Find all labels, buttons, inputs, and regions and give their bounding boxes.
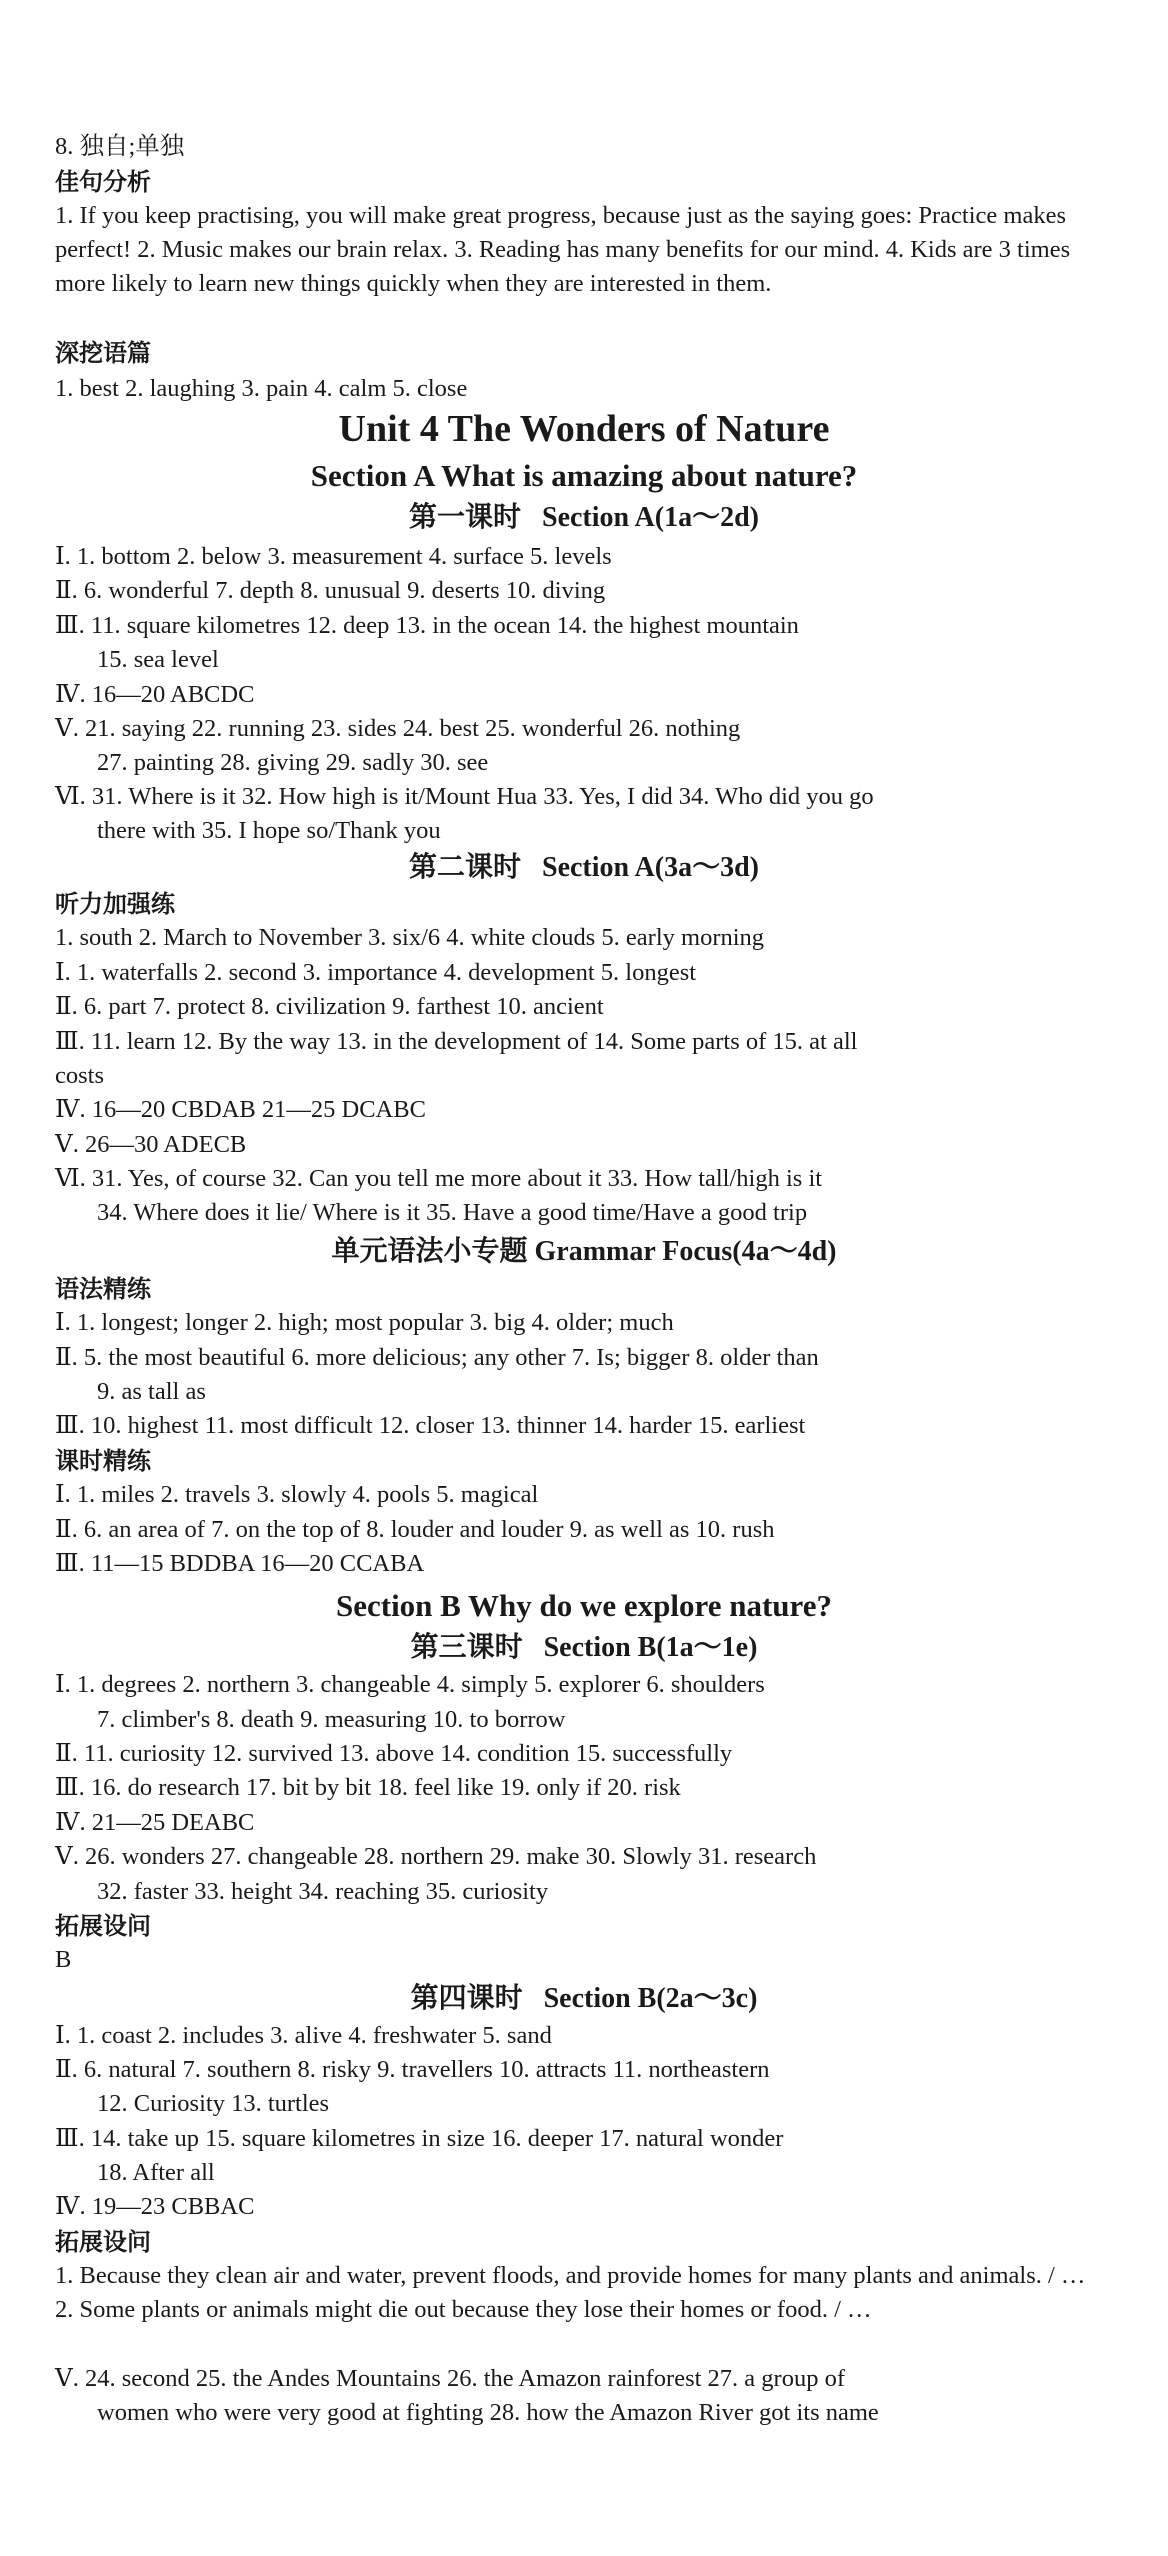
answer-line: 15. sea level [97,646,219,673]
lesson-title [0,848,1168,887]
section-heading: 佳句分析 [55,168,151,196]
lesson-title-en: Section A(3a～3d) [542,852,760,883]
section-heading: 语法精练 [55,1275,151,1303]
answer-line: there with 35. I hope so/Thank you [97,817,441,844]
lesson-title-en: Section A(1a～2d) [542,502,760,533]
answer-line: Ⅴ. 24. second 25. the Andes Mountains 26. the Amazon rainforest 27. a group of [55,2365,845,2392]
answer-line: Ⅳ. 21—25 DEABC [55,1809,255,1836]
answer-line: Ⅱ. 6. an area of 7. on the top of 8. louder and louder 9. as well as 10. rush [55,1516,775,1543]
answer-line: 34. Where does it lie/ Where is it 35. Have a good time/Have a good trip [97,1199,808,1226]
answer-line: Ⅱ. 11. curiosity 12. survived 13. above 14. condition 15. successfully [55,1740,733,1767]
answer-line: Ⅲ. 10. highest 11. most difficult 12. closer 13. thinner 14. harder 15. earliest [55,1412,806,1439]
answer-line: Ⅱ. 5. the most beautiful 6. more delicious; any other 7. Is; bigger 8. older than [55,1344,819,1371]
section-heading: 拓展设问 [55,2228,151,2256]
answer-line: Ⅰ. 1. longest; longer 2. high; most popular 3. big 4. older; much [55,1309,674,1336]
answer-line: Ⅱ. 6. wonderful 7. depth 8. unusual 9. deserts 10. diving [55,577,606,604]
answer-line: Ⅰ. 1. coast 2. includes 3. alive 4. freshwater 5. sand [55,2022,552,2049]
answer-line: 9. as tall as [97,1378,206,1405]
answer-line: Ⅲ. 11. learn 12. By the way 13. in the development of 14. Some parts of 15. at all [55,1028,858,1055]
answer-line: B [55,1946,72,1973]
grammar-title [0,1232,1168,1271]
answer-line: Ⅲ. 16. do research 17. bit by bit 18. feel like 19. only if 20. risk [55,1774,681,1801]
paragraph-answer: 1. Because they clean air and water, prevent floods, and provide homes for many plants and animals. / … 2. Some plants or animals might die out because they lose their homes or food. / … [55,2262,1086,2323]
answer-line: Ⅳ. 19—23 CBBAC [55,2193,255,2220]
answer-line: Ⅰ. 1. degrees 2. northern 3. changeable 4. simply 5. explorer 6. shoulders [55,1671,765,1698]
answer-line: costs [55,1062,104,1089]
lesson-title-cn: 第一课时 [408,500,521,533]
lesson-title-cn: 第四课时 [410,1981,523,2014]
section-title: Section A What is amazing about nature? [310,458,858,493]
lesson-title-cn: 第三课时 [410,1630,523,1663]
answer-line: Ⅴ. 21. saying 22. running 23. sides 24. best 25. wonderful 26. nothing [55,715,741,742]
answer-line: 8. 独自;单独 [55,133,185,160]
answer-line: 7. climber's 8. death 9. measuring 10. to borrow [97,1706,566,1733]
answer-line: 32. faster 33. height 34. reaching 35. curiosity [97,1878,549,1905]
answer-line: Ⅴ. 26—30 ADECB [55,1131,247,1158]
answer-line: 1. best 2. laughing 3. pain 4. calm 5. close [55,375,468,402]
section-heading: 课时精练 [55,1447,151,1475]
answer-line: Ⅰ. 1. bottom 2. below 3. measurement 4. surface 5. levels [55,543,612,570]
grammar-title-en: Grammar Focus(4a～4d) [534,1236,837,1267]
answer-line: 1. south 2. March to November 3. six/6 4. white clouds 5. early morning [55,924,765,951]
answer-line: Ⅲ. 14. take up 15. square kilometres in size 16. deeper 17. natural wonder [55,2125,784,2152]
answer-line: 18. After all [97,2159,215,2186]
lesson-title-en: Section B(2a～3c) [543,1983,758,2014]
section-heading: 拓展设问 [55,1912,151,1940]
answer-line: Ⅲ. 11. square kilometres 12. deep 13. in the ocean 14. the highest mountain [55,612,799,639]
lesson-title-cn: 第二课时 [408,850,521,883]
answer-line: 12. Curiosity 13. turtles [97,2090,330,2117]
unit-title: Unit 4 The Wonders of Nature [338,408,830,450]
lesson-title-en: Section B(1a～1e) [543,1632,758,1663]
answer-line: Ⅵ. 31. Yes, of course 32. Can you tell me more about it 33. How tall/high is it [55,1165,823,1192]
grammar-title-cn: 单元语法小专题 [331,1234,528,1267]
section-title: Section B Why do we explore nature? [335,1588,832,1623]
answer-line: Ⅳ. 16—20 CBDAB 21—25 DCABC [55,1096,426,1123]
answer-line: women who were very good at fighting 28. how the Amazon River got its name [97,2399,879,2426]
answer-line: Ⅴ. 26. wonders 27. changeable 28. northern 29. make 30. Slowly 31. research [55,1843,817,1870]
lesson-title [0,1979,1168,2018]
answer-line: Ⅲ. 11—15 BDDBA 16—20 CCABA [55,1550,425,1577]
paragraph-answer: 1. If you keep practising, you will make great progress, because just as the saying goes: Practice makes perfect! 2. Music makes our brain relax. 3. Reading has many benefits for our mind. 4. Kids are 3 times more likely to learn new things quickly when they are interested in them. [55,202,1071,297]
answer-line: Ⅰ. 1. miles 2. travels 3. slowly 4. pools 5. magical [55,1481,539,1508]
answer-line: Ⅱ. 6. part 7. protect 8. civilization 9. farthest 10. ancient [55,993,604,1020]
answer-line: Ⅳ. 16—20 ABCDC [55,681,255,708]
answer-line: 27. painting 28. giving 29. sadly 30. see [97,749,489,776]
section-heading: 听力加强练 [55,890,175,918]
section-heading: 深挖语篇 [55,339,151,367]
answer-line: Ⅱ. 6. natural 7. southern 8. risky 9. travellers 10. attracts 11. northeastern [55,2056,770,2083]
lesson-title [0,1628,1168,1667]
answer-line: Ⅰ. 1. waterfalls 2. second 3. importance 4. development 5. longest [55,959,697,986]
answer-line: Ⅵ. 31. Where is it 32. How high is it/Mount Hua 33. Yes, I did 34. Who did you go [55,783,874,810]
lesson-title [0,498,1168,537]
